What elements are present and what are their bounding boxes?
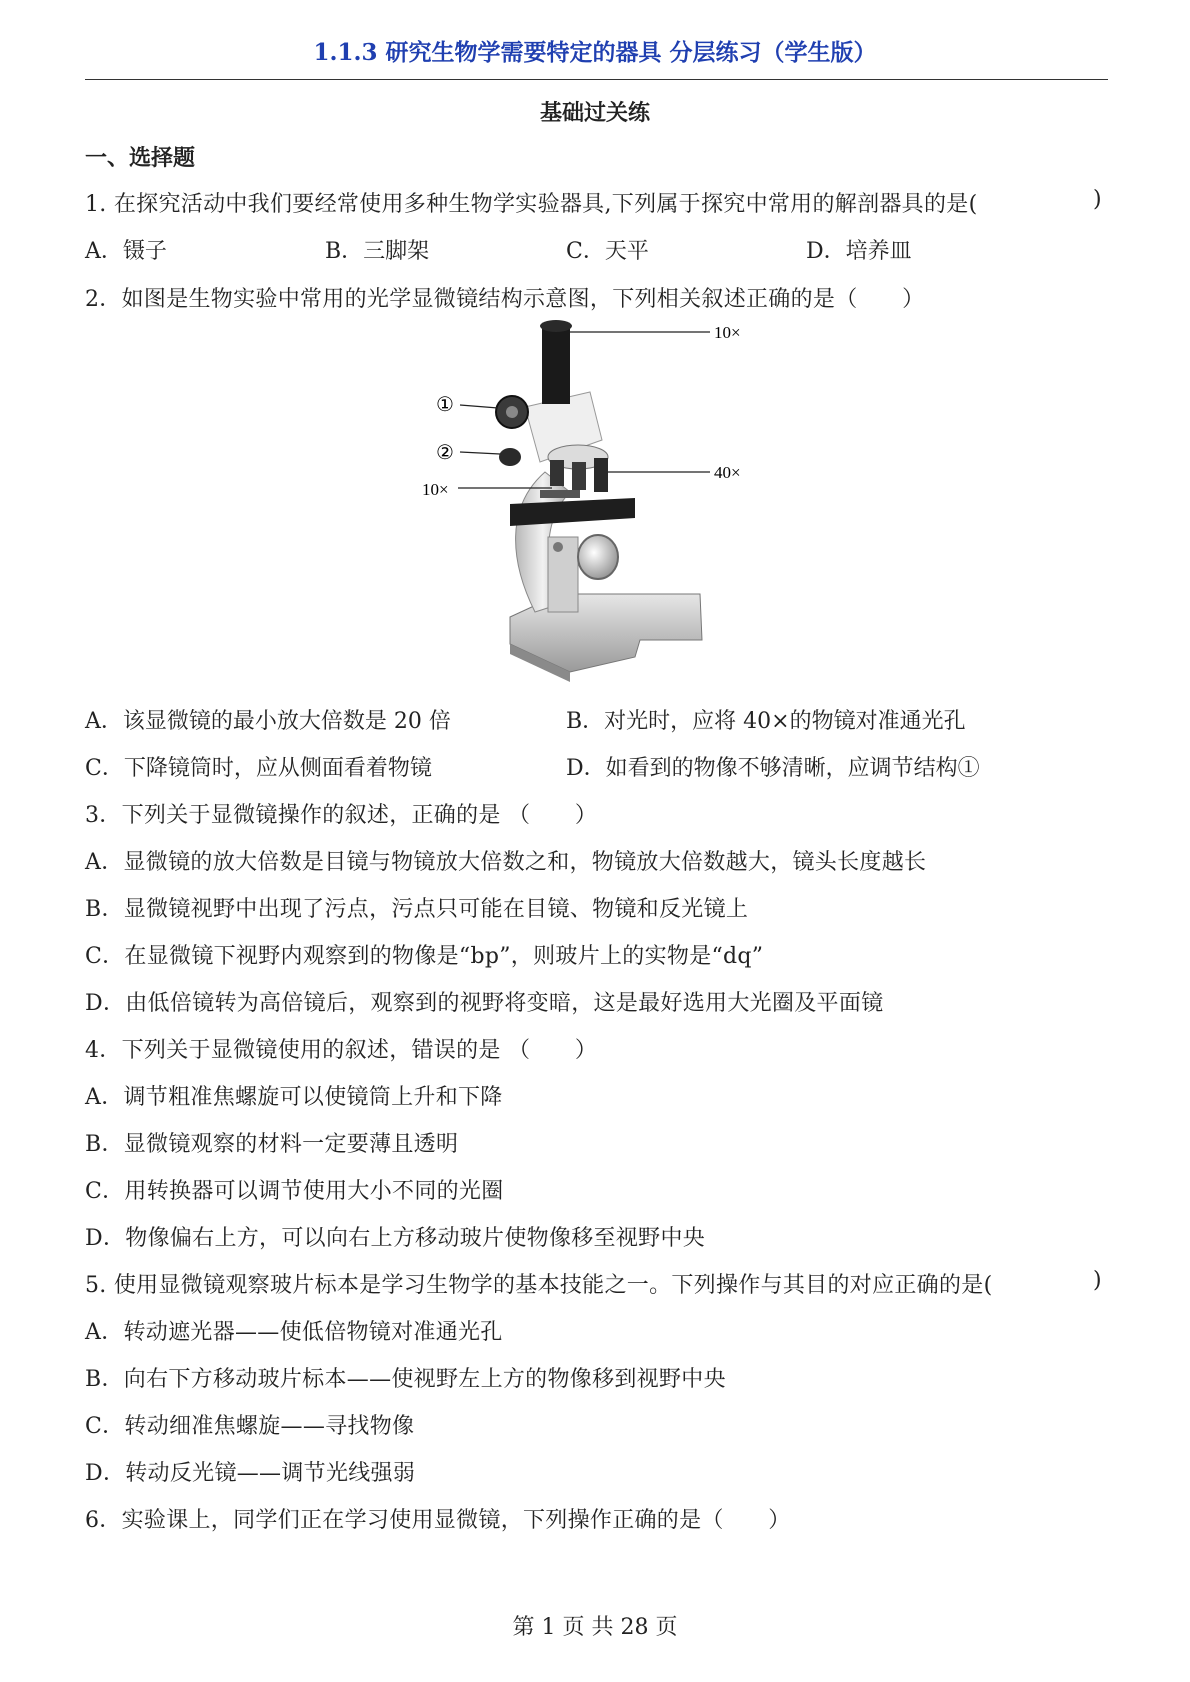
label-structure-1: ①: [436, 392, 454, 416]
question-2-option-b: B．对光时，应将 40×的物镜对准通光孔: [566, 709, 966, 734]
label-structure-2: ②: [436, 440, 454, 464]
reflector-mirror: [578, 535, 618, 579]
question-3-option-c: C．在显微镜下视野内观察到的物像是“bp”，则玻片上的实物是“dq”: [85, 944, 764, 969]
question-5-option-a: A．转动遮光器——使低倍物镜对准通光孔: [85, 1320, 503, 1345]
question-5-option-d: D．转动反光镜——调节光线强弱: [85, 1461, 416, 1486]
part-title: 一、选择题: [85, 145, 196, 171]
question-5-option-c: C．转动细准焦螺旋——寻找物像: [85, 1414, 415, 1439]
microscope-pillar: [548, 537, 578, 612]
question-3-option-b: B．显微镜视野中出现了污点，污点只可能在目镜、物镜和反光镜上: [85, 897, 749, 922]
question-5-close-paren: ): [1093, 1268, 1102, 1293]
inclination-joint: [553, 542, 563, 552]
question-2-option-a: A．该显微镜的最小放大倍数是 20 倍: [85, 709, 451, 734]
question-3-option-d: D．由低倍镜转为高倍镜后，观察到的视野将变暗，这是最好选用大光圈及平面镜: [85, 991, 884, 1016]
question-2-option-d: D．如看到的物像不够清晰，应调节结构①: [566, 756, 980, 781]
question-4-option-d: D．物像偏右上方，可以向右上方移动玻片使物像移至视野中央: [85, 1226, 706, 1251]
question-1-stem: 1. 在探究活动中我们要经常使用多种生物学实验器具,下列属于探究中常用的解剖器具的是(: [85, 192, 978, 217]
question-1-option-d: D．培养皿: [806, 239, 912, 264]
eyepiece-top: [540, 320, 572, 332]
microscope-diagram: [422, 322, 760, 692]
section-title: 基础过关练: [539, 100, 650, 126]
question-1-close-paren: ): [1093, 187, 1102, 212]
question-6-stem: 6．实验课上，同学们正在学习使用显微镜，下列操作正确的是（ ）: [85, 1508, 791, 1533]
eyepiece: [542, 324, 570, 404]
question-2-stem: 2．如图是生物实验中常用的光学显微镜结构示意图，下列相关叙述正确的是（ ）: [85, 287, 925, 312]
leader-2: [460, 452, 500, 454]
objective-middle: [572, 462, 586, 490]
question-4-stem: 4．下列关于显微镜使用的叙述，错误的是 （ ）: [85, 1038, 598, 1063]
question-5-option-b: B．向右下方移动玻片标本——使视野左上方的物像移到视野中央: [85, 1367, 726, 1392]
question-4-option-a: A．调节粗准焦螺旋可以使镜筒上升和下降: [85, 1085, 503, 1110]
document-title: 1.1.3 研究生物学需要特定的器具 分层练习（学生版）: [313, 39, 877, 66]
leader-1: [460, 405, 498, 408]
question-4-option-c: C．用转换器可以调节使用大小不同的光圈: [85, 1179, 504, 1204]
coarse-knob-center: [506, 406, 518, 418]
label-eyepiece-10x: 10×: [714, 323, 741, 342]
label-objective-40x: 40×: [714, 463, 741, 482]
question-3-option-a: A．显微镜的放大倍数是目镜与物镜放大倍数之和，物镜放大倍数越大，镜头长度越长: [85, 850, 927, 875]
header-rule: [85, 79, 1108, 80]
question-1-option-a: A．镊子: [85, 239, 167, 264]
microscope-figure: [422, 322, 760, 692]
fine-adjustment-knob: [499, 448, 521, 466]
stage-clips: [540, 490, 580, 498]
question-4-option-b: B．显微镜观察的材料一定要薄且透明: [85, 1132, 459, 1157]
question-2-option-c: C．下降镜筒时，应从侧面看着物镜: [85, 756, 432, 781]
objective-40x: [594, 458, 608, 492]
page-footer: 第 1 页 共 28 页: [512, 1615, 678, 1640]
question-5-stem: 5. 使用显微镜观察玻片标本是学习生物学的基本技能之一。下列操作与其目的对应正确的是(: [85, 1273, 993, 1298]
question-3-stem: 3．下列关于显微镜操作的叙述，正确的是 （ ）: [85, 803, 598, 828]
objective-10x: [550, 460, 564, 486]
question-1-option-c: C．天平: [566, 239, 649, 264]
question-1-option-b: B．三脚架: [325, 239, 430, 264]
label-objective-10x: 10×: [422, 480, 449, 499]
